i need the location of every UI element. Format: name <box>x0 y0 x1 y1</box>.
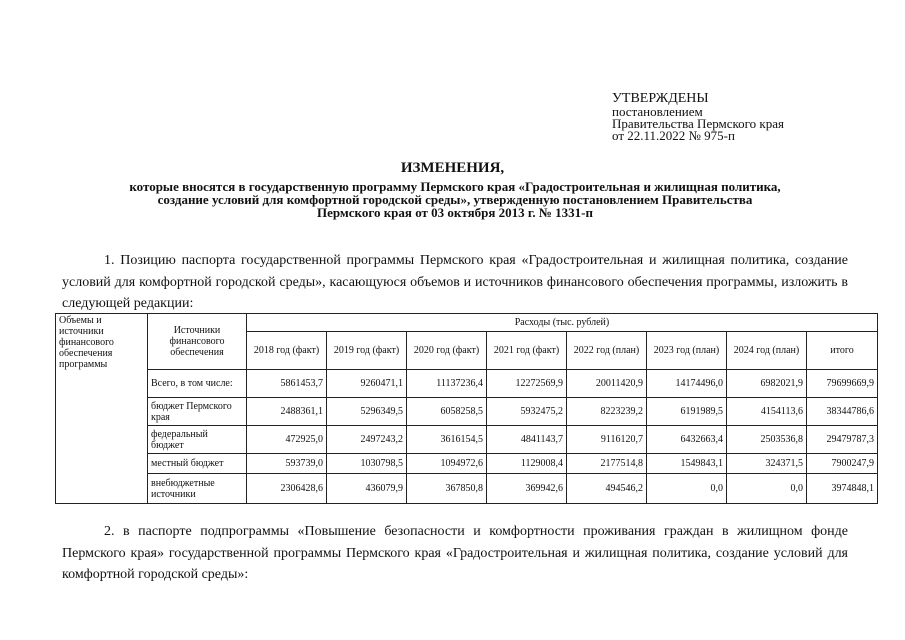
value-cell: 6982021,9 <box>727 370 807 398</box>
value-cell: 436079,9 <box>327 474 407 504</box>
approval-date: от 22.11.2022 № 975-п <box>612 128 735 143</box>
value-cell: 4154113,6 <box>727 398 807 426</box>
year-header: 2019 год (факт) <box>327 332 407 370</box>
approval-block <box>612 92 784 142</box>
year-header: 2023 год (план) <box>647 332 727 370</box>
paragraph-2: 2. в паспорте подпрограммы «Повышение безопасности и комфортности проживания граждан в жилищном фонде Пермского края» государственной программы Пермского края «Градостроительная и жилищная политика, создание условий для комфортной городской среды»: <box>62 524 848 582</box>
value-cell: 2497243,2 <box>327 426 407 454</box>
year-header: 2018 год (факт) <box>247 332 327 370</box>
value-cell: 12272569,9 <box>487 370 567 398</box>
value-cell: 2488361,1 <box>247 398 327 426</box>
value-cell: 9260471,1 <box>327 370 407 398</box>
value-cell: 593739,0 <box>247 454 327 474</box>
year-header: 2022 год (план) <box>567 332 647 370</box>
total-cell: 38344786,6 <box>807 398 878 426</box>
table-row <box>56 474 878 504</box>
value-cell: 11137236,4 <box>407 370 487 398</box>
year-header: 2024 год (план) <box>727 332 807 370</box>
source-name: Всего, в том числе: <box>148 370 247 398</box>
value-cell: 6191989,5 <box>647 398 727 426</box>
value-cell: 2177514,8 <box>567 454 647 474</box>
source-name: федеральный бюджет <box>148 426 247 454</box>
value-cell: 8223239,2 <box>567 398 647 426</box>
document-subtitle <box>60 180 850 219</box>
table-row <box>56 398 878 426</box>
value-cell: 5296349,5 <box>327 398 407 426</box>
value-cell: 14174496,0 <box>647 370 727 398</box>
value-cell: 0,0 <box>727 474 807 504</box>
value-cell: 367850,8 <box>407 474 487 504</box>
value-cell: 472925,0 <box>247 426 327 454</box>
total-header: итого <box>807 332 878 370</box>
value-cell: 1094972,6 <box>407 454 487 474</box>
total-cell: 29479787,3 <box>807 426 878 454</box>
value-cell: 1549843,1 <box>647 454 727 474</box>
total-cell: 79699669,9 <box>807 370 878 398</box>
subtitle-line: создание условий для комфортной городской среды», утвержденную постановлением Правительства <box>157 192 753 207</box>
table-row <box>56 454 878 474</box>
value-cell: 494546,2 <box>567 474 647 504</box>
expenses-header: Расходы (тыс. рублей) <box>247 314 878 332</box>
financing-table <box>55 313 878 504</box>
source-name: бюджет Пермского края <box>148 398 247 426</box>
year-header: 2020 год (факт) <box>407 332 487 370</box>
year-header: 2021 год (факт) <box>487 332 567 370</box>
value-cell: 369942,6 <box>487 474 567 504</box>
value-cell: 2306428,6 <box>247 474 327 504</box>
approval-line: Правительства Пермского края <box>612 116 784 131</box>
value-cell: 5861453,7 <box>247 370 327 398</box>
value-cell: 5932475,2 <box>487 398 567 426</box>
value-cell: 1129008,4 <box>487 454 567 474</box>
subtitle-line: Пермского края от 03 октября 2013 г. № 1331-п <box>317 205 593 220</box>
subtitle-line: которые вносятся в государственную программу Пермского края «Градостроительная и жилищная политика, <box>129 179 781 194</box>
row-label-cell: Объемы и источники финансового обеспечения программы <box>56 314 148 504</box>
paragraph-1: 1. Позицию паспорта государственной программы Пермского края «Градостроительная и жилищная политика, создание условий для комфортной городской среды», касающуюся объемов и источников финансового обеспечения программы, изложить в следующей редакции: <box>62 253 848 311</box>
value-cell: 3616154,5 <box>407 426 487 454</box>
source-name: местный бюджет <box>148 454 247 474</box>
value-cell: 6058258,5 <box>407 398 487 426</box>
approval-heading: УТВЕРЖДЕНЫ <box>612 91 709 106</box>
value-cell: 20011420,9 <box>567 370 647 398</box>
value-cell: 6432663,4 <box>647 426 727 454</box>
value-cell: 324371,5 <box>727 454 807 474</box>
value-cell: 2503536,8 <box>727 426 807 454</box>
source-name: внебюджетные источники <box>148 474 247 504</box>
sources-header: Источники финансового обеспечения <box>148 314 247 370</box>
value-cell: 0,0 <box>647 474 727 504</box>
total-cell: 7900247,9 <box>807 454 878 474</box>
table-row <box>56 370 878 398</box>
table-row <box>56 426 878 454</box>
value-cell: 9116120,7 <box>567 426 647 454</box>
total-cell: 3974848,1 <box>807 474 878 504</box>
approval-line: постановлением <box>612 104 703 119</box>
document-title: ИЗМЕНЕНИЯ, <box>400 160 505 176</box>
value-cell: 1030798,5 <box>327 454 407 474</box>
value-cell: 4841143,7 <box>487 426 567 454</box>
